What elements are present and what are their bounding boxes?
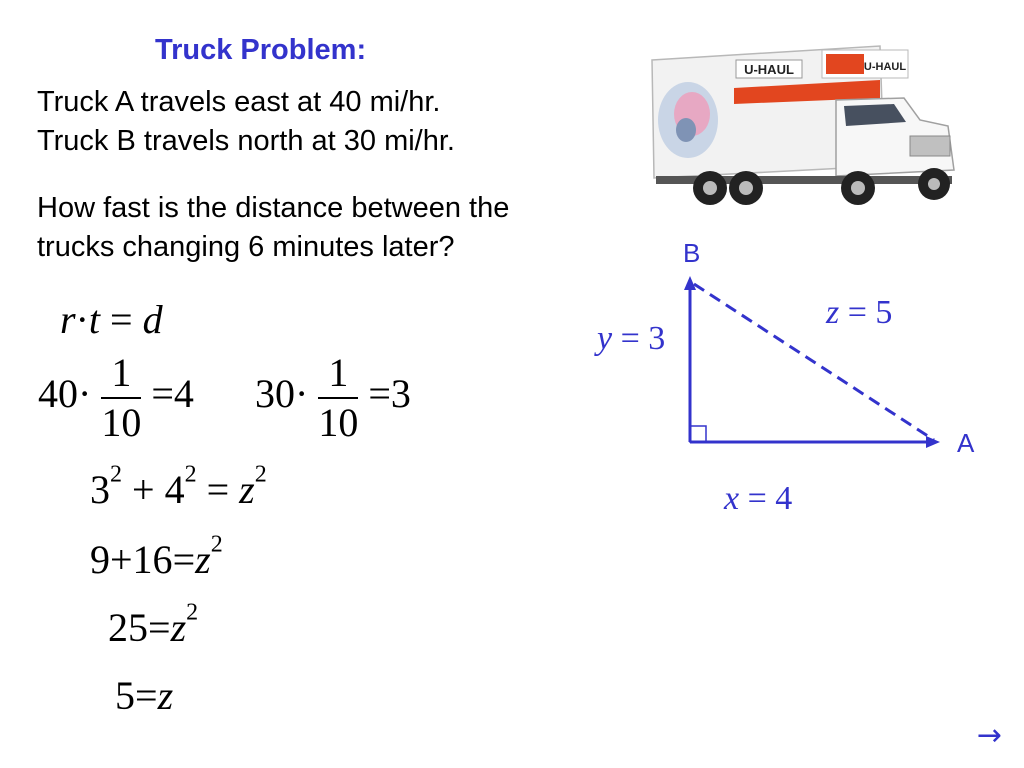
x-value-label: x = 4	[724, 480, 793, 517]
right-angle-marker	[690, 426, 706, 442]
right-triangle-diagram	[680, 270, 950, 455]
truck-a-statement: Truck A travels east at 40 mi/hr.	[37, 86, 441, 118]
equation-rate-time-distance: r·t = d	[60, 297, 163, 342]
equation-step-sum: $9+16=z^2$	[90, 531, 223, 582]
equation-step-25: $25=z^2$	[108, 599, 199, 650]
truck-logo-text: U-HAUL	[744, 62, 794, 77]
equation-truck-b-distance: 30· $\frac{1}{10}$ =3	[255, 350, 411, 445]
arrow-right-icon	[926, 436, 940, 448]
slide-title: Truck Problem:	[155, 34, 367, 66]
question-line-2: trucks changing 6 minutes later?	[37, 231, 455, 263]
next-slide-arrow-icon[interactable]: →	[976, 718, 1002, 753]
equation-truck-a-distance: 40· $\frac{1}{10}$ =4	[38, 350, 194, 445]
point-b-label: B	[683, 238, 701, 268]
cab-logo-text: U-HAUL	[863, 61, 907, 73]
triangle-hypotenuse-z	[694, 284, 934, 440]
equation-pythagorean: $3^2 + 4^2 = z^2$	[90, 461, 267, 512]
question-line-1: How fast is the distance between the	[37, 192, 510, 224]
z-value-label: z = 5	[826, 294, 893, 331]
arrow-up-icon	[684, 276, 696, 290]
y-value-label: y = 3	[597, 320, 666, 357]
fraction-one-tenth: $\frac{1}{10}$	[318, 350, 359, 445]
point-a-label: A	[957, 428, 975, 458]
uhaul-truck-image	[648, 38, 968, 210]
truck-b-statement: Truck B travels north at 30 mi/hr.	[37, 125, 455, 157]
equation-result: 5=z	[115, 673, 174, 718]
fraction-one-tenth: $\frac{1}{10}$	[101, 350, 142, 445]
